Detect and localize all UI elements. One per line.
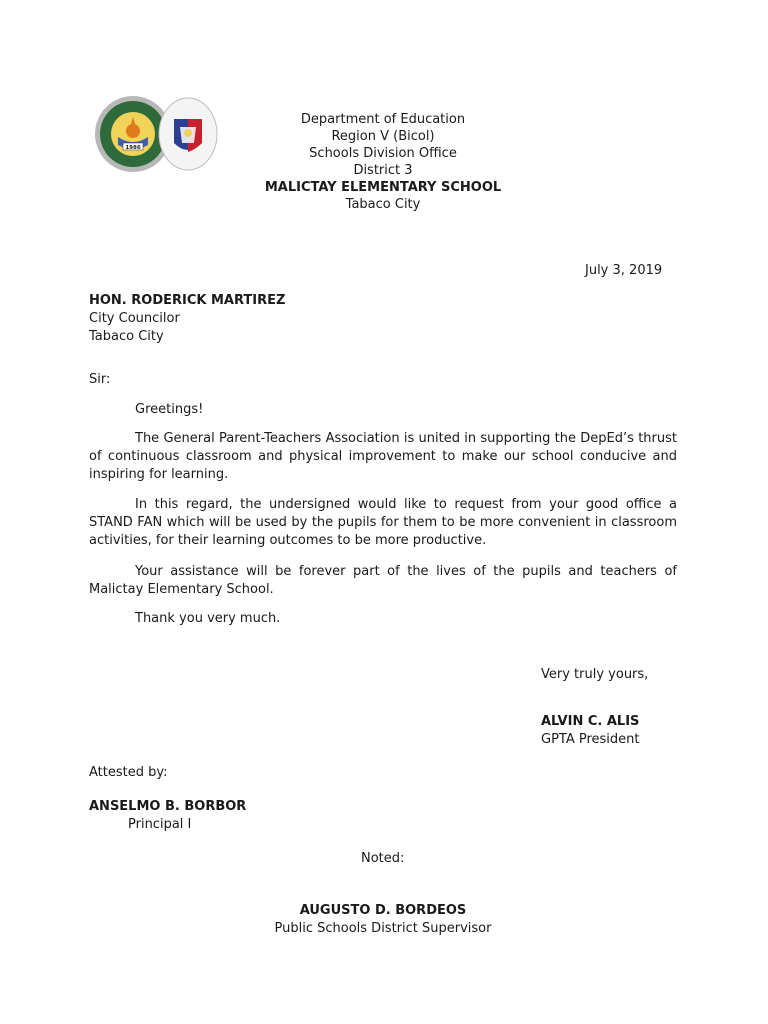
- signer-title: GPTA President: [541, 732, 640, 747]
- svg-text:1986: 1986: [125, 145, 141, 151]
- addressee-name: HON. RODERICK MARTIREZ: [89, 293, 286, 308]
- region-line: Region V (Bicol): [331, 129, 435, 144]
- attested-label: Attested by:: [89, 765, 168, 780]
- school-city: Tabaco City: [345, 197, 421, 212]
- addressee-city: Tabaco City: [89, 329, 164, 344]
- supervisor-block: [200, 902, 566, 938]
- letter-date: July 3, 2019: [585, 263, 663, 278]
- noted-label: Noted:: [361, 851, 405, 866]
- greeting: Greetings!: [135, 402, 204, 417]
- signer-name: ALVIN C. ALIS: [541, 714, 640, 729]
- body-paragraph-1: The General Parent-Teachers Association is united in supporting the DepEd’s thrust of continuous classroom and physical improvement to make our school conducive and inspiring for learning.: [89, 431, 677, 482]
- addressee-block: [89, 292, 285, 346]
- district-line: District 3: [353, 163, 413, 178]
- supervisor-name: AUGUSTO D. BORDEOS: [299, 903, 467, 918]
- letterhead: [200, 111, 566, 213]
- salutation: Sir:: [89, 372, 111, 387]
- department-line: Department of Education: [300, 112, 466, 127]
- closing: Very truly yours,: [541, 667, 649, 682]
- body-paragraph-2: In this regard, the undersigned would like to request from your good office a STAND FAN which will be used by the pupils for them to be more convenient in classroom activities, for their learning outcomes to be more productive.: [89, 497, 677, 548]
- addressee-title: City Councilor: [89, 311, 180, 326]
- division-line: Schools Division Office: [309, 146, 457, 161]
- signer-block: [541, 713, 640, 749]
- supervisor-title: Public Schools District Supervisor: [274, 921, 492, 936]
- body-paragraph-3: Your assistance will be forever part of the lives of the pupils and teachers of Malictay Elementary School.: [89, 564, 677, 597]
- school-name: MALICTAY ELEMENTARY SCHOOL: [264, 180, 502, 195]
- thanks-line: Thank you very much.: [135, 611, 281, 626]
- principal-title: Principal I: [128, 817, 192, 832]
- principal-name: ANSELMO B. BORBOR: [89, 799, 247, 814]
